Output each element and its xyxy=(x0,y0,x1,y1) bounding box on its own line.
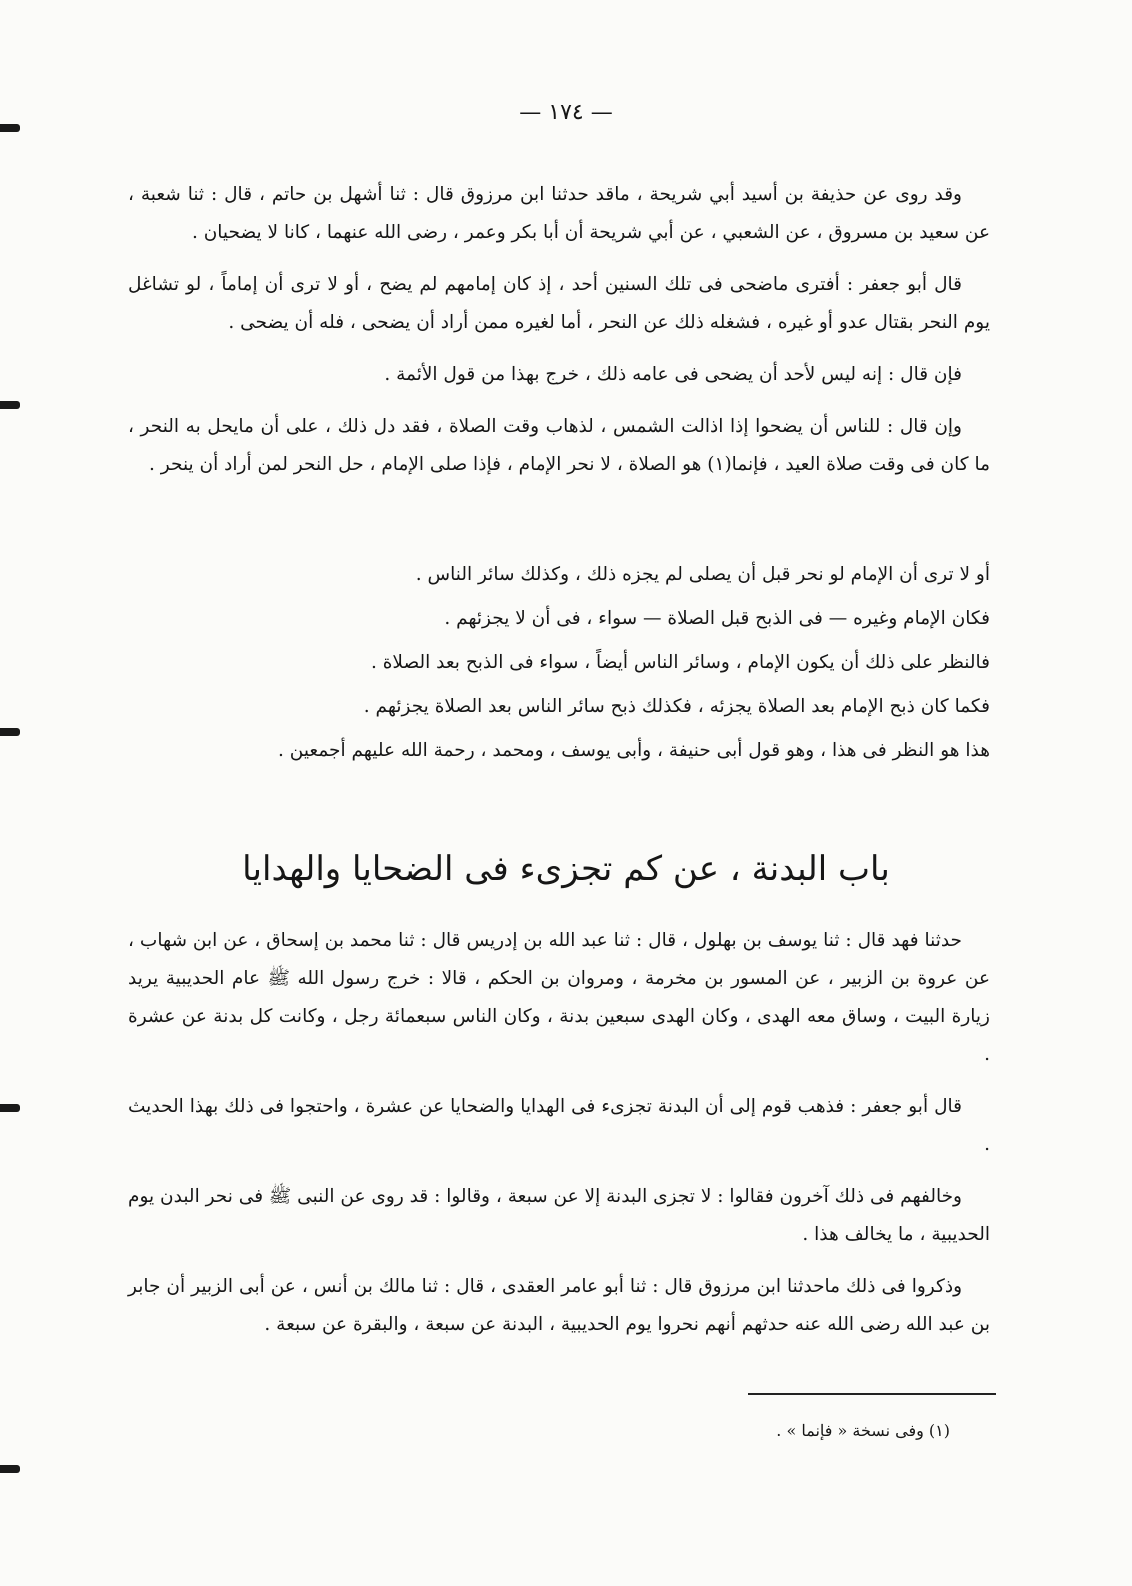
text-block-bottom xyxy=(128,922,990,1344)
scan-edge-mark xyxy=(0,728,20,736)
paragraph: وذكروا فى ذلك ماحدثنا ابن مرزوق قال : ثنا أبو عامر العقدى ، قال : ثنا مالك بن أنس ، عن أبى الزبير أن جابر بن عبد الله رضى الله عنه حدثهم أنهم نحروا يوم الحديبية ، البدنة عن سبعة ، والبقرة عن سبعة . xyxy=(128,1276,990,1335)
text-line: أو لا ترى أن الإمام لو نحر قبل أن يصلى لم يجزه ذلك ، وكذلك سائر الناس . xyxy=(415,564,990,585)
text-line: هذا هو النظر فى هذا ، وهو قول أبى حنيفة ، وأبى يوسف ، ومحمد ، رحمة الله عليهم أجمعين . xyxy=(277,740,990,761)
scan-edge-mark xyxy=(0,1104,20,1112)
paragraph: وخالفهم فى ذلك آخرون فقالوا : لا تجزى البدنة إلا عن سبعة ، وقالوا : قد روى عن النبى ﷺ فى نحر البدن يوم الحديبية ، ما يخالف هذا . xyxy=(128,1186,990,1245)
scan-edge-mark xyxy=(0,1465,20,1473)
scan-edge-mark xyxy=(0,124,20,132)
paragraph: وقد روى عن حذيفة بن أسيد أبي شريحة ، ماقد حدثنا ابن مرزوق قال : ثنا أشهل بن حاتم ، قال : ثنا شعبة ، عن سعيد بن مسروق ، عن الشعبي ، عن أبي شريحة أن أبا بكر وعمر ، رضى الله عنهما ، كانا لا يضحيان . xyxy=(128,184,990,243)
paragraph: قال أبو جعفر : فذهب قوم إلى أن البدنة تجزىء فى الهدايا والضحايا عن عشرة ، واحتجوا فى ذلك بهذا الحديث . xyxy=(128,1096,990,1155)
text-block-top xyxy=(128,176,990,484)
page-number: — ١٧٤ — xyxy=(519,100,613,125)
paragraph: حدثنا فهد قال : ثنا يوسف بن بهلول ، قال : ثنا عبد الله بن إدريس قال : ثنا محمد بن إسحاق ، عن ابن شهاب ، عن عروة بن الزبير ، عن المسور بن مخرمة ، ومروان بن الحكم ، قالا : خرج رسول الله ﷺ عام الحديبية يريد زيارة البيت ، وساق معه الهدى ، وكان الهدى سبعين بدنة ، وكان الناس سبعمائة رجل ، وكانت كل بدنة عن عشرة . xyxy=(128,930,990,1065)
text-line: فالنظر على ذلك أن يكون الإمام ، وسائر الناس أيضاً ، سواء فى الذبح بعد الصلاة . xyxy=(370,652,990,673)
footnote-divider xyxy=(748,1393,996,1395)
scan-edge-mark xyxy=(0,401,20,409)
paragraph: قال أبو جعفر : أفترى ماضحى فى تلك السنين أحد ، إذ كان إمامهم لم يضح ، أو لا ترى أن إماماً ، لو تشاغل يوم النحر بقتال عدو أو غيره ، فشغله ذلك عن النحر ، أما لغيره ممن أراد أن يضحى ، فله أن يضحى . xyxy=(128,274,990,333)
paragraph: وإن قال : للناس أن يضحوا إذا اذالت الشمس ، لذهاب وقت الصلاة ، فقد دل ذلك ، على أن مايحل به النحر ، ما كان فى وقت صلاة العيد ، فإنما(١) هو الصلاة ، لا نحر الإمام ، فإذا صلى الإمام ، حل النحر لمن أراد أن ينحر . xyxy=(128,416,990,475)
paragraph: فإن قال : إنه ليس لأحد أن يضحى فى عامه ذلك ، خرج بهذا من قول الأئمة . xyxy=(384,364,962,385)
chapter-heading: باب البدنة ، عن كم تجزىء فى الضحايا والهدايا xyxy=(242,849,890,889)
text-line: فكان الإمام وغيره — فى الذبح قبل الصلاة — سواء ، فى أن لا يجزئهم . xyxy=(444,608,990,629)
footnote: (١) وفى نسخة « فإنما » . xyxy=(776,1421,950,1440)
text-block-indented xyxy=(240,553,990,773)
text-line: فكما كان ذبح الإمام بعد الصلاة يجزئه ، فكذلك ذبح سائر الناس بعد الصلاة يجزئهم . xyxy=(363,696,990,717)
